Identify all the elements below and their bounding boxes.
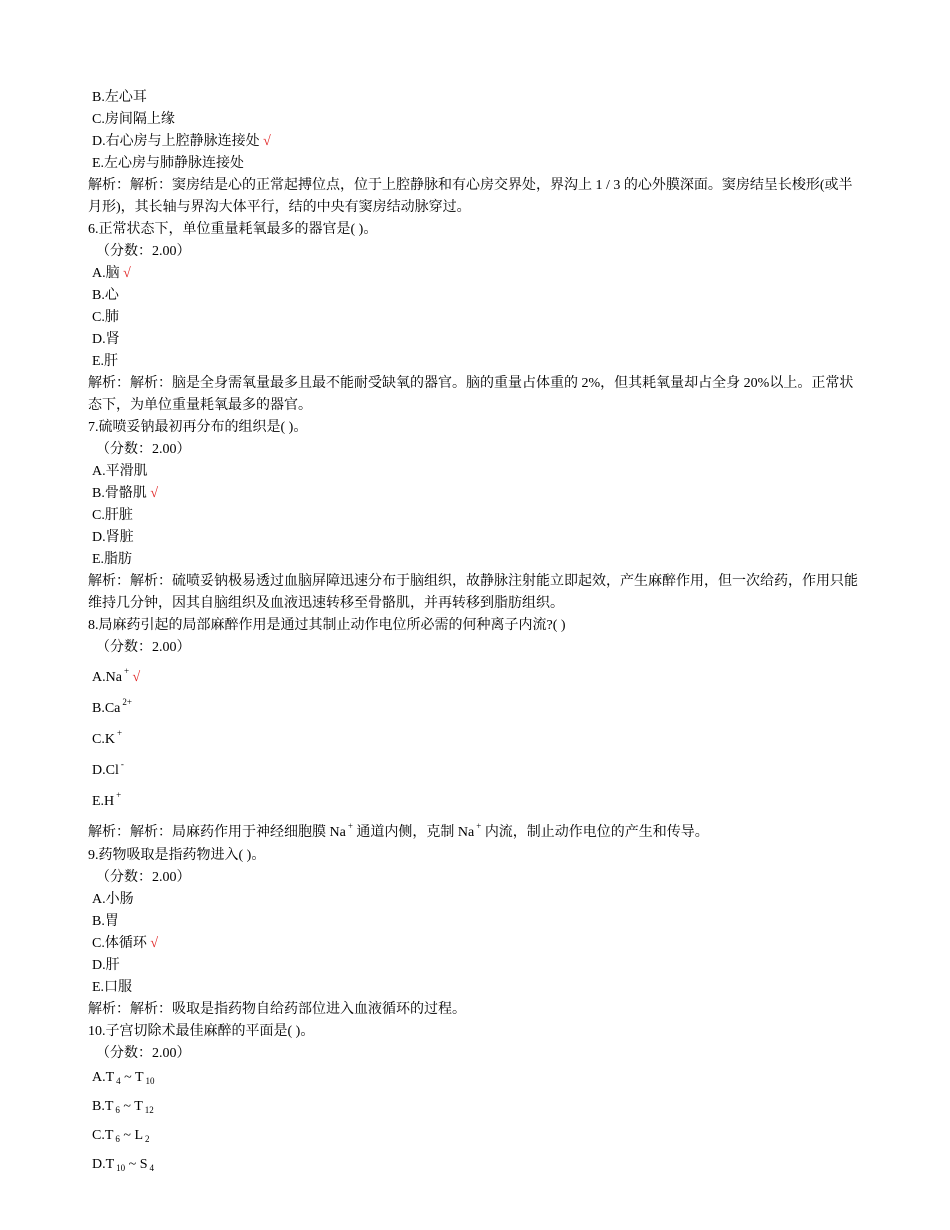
option-q9-e: E.口服 xyxy=(92,980,133,995)
option-q5-c: C.房间隔上缘 xyxy=(92,112,175,127)
option-q7-e: E.脂肪 xyxy=(92,552,133,567)
question-9: 9.药物吸取是指药物进入( )。 xyxy=(88,848,266,863)
document-body xyxy=(88,87,863,1181)
option-q5-b: B.左心耳 xyxy=(92,90,147,105)
score-q9: （分数：2.00） xyxy=(96,870,191,885)
question-8: 8.局麻药引起的局部麻醉作用是通过其制止动作电位所必需的何种离子内流?( ) xyxy=(88,618,566,633)
option-q8-e: E.H + xyxy=(92,790,122,809)
correct-mark: √ xyxy=(150,936,159,951)
option-q8-c: C.K + xyxy=(92,728,123,747)
option-q6-d: D.肾 xyxy=(92,332,120,347)
score-q6: （分数：2.00） xyxy=(96,244,191,259)
option-q8-d: D.Cl - xyxy=(92,759,124,778)
option-q8-b: B.Ca $^{2+}$ xyxy=(92,697,132,716)
analysis-q6: 解析：解析：脑是全身需氧量最多且最不能耐受缺氧的器官。脑的重量占体重的 2%，但其耗氧量却占全身 20%以上。正常状态下，为单位重量耗氧最多的器官。 xyxy=(88,376,854,413)
option-q9-d: D.肝 xyxy=(92,958,120,973)
option-q10-b: B.T $_6$ ~ T $_{12}$ xyxy=(92,1099,154,1115)
option-q6-a: A.脑 √ xyxy=(92,266,131,281)
option-q8-a: A.Na + √ xyxy=(92,666,141,685)
correct-mark: √ xyxy=(132,670,141,685)
option-q9-c: C.体循环 √ xyxy=(92,936,159,951)
correct-mark: √ xyxy=(123,266,131,281)
option-q9-a: A.小肠 xyxy=(92,892,134,907)
option-q7-b: B.骨骼肌 √ xyxy=(92,486,159,501)
correct-mark: √ xyxy=(263,134,271,149)
question-10: 10.子宫切除术最佳麻醉的平面是( )。 xyxy=(88,1024,315,1039)
question-6: 6.正常状态下，单位重量耗氧最多的器官是( )。 xyxy=(88,222,378,237)
option-q5-e: E.左心房与肺静脉连接处 xyxy=(92,156,245,171)
score-q7: （分数：2.00） xyxy=(96,442,191,457)
option-q6-c: C.肺 xyxy=(92,310,119,325)
option-q7-a: A.平滑肌 xyxy=(92,464,148,479)
score-q8: （分数：2.00） xyxy=(96,640,191,655)
option-q7-c: C.肝脏 xyxy=(92,508,133,523)
option-q10-a: A.T $_4$ ~ T $_{10}$ xyxy=(92,1070,155,1086)
option-q7-d: D.肾脏 xyxy=(92,530,134,545)
option-q5-d: D.右心房与上腔静脉连接处 √ xyxy=(92,134,271,149)
option-q10-d: D.T $_{10}$ ~ S $_4$ xyxy=(92,1157,155,1173)
option-q6-e: E.肝 xyxy=(92,354,119,369)
analysis-q8: 解析：解析：局麻药作用于神经细胞膜 Na + 通道内侧，克制 Na + 内流，制止动作电位的产生和传导。 xyxy=(88,821,709,840)
analysis-q7: 解析：解析：硫喷妥钠极易透过血脑屏障迅速分布于脑组织，故静脉注射能立即起效，产生麻醉作用，但一次给药，作用只能维持几分钟，因其自脑组织及血液迅速转移至骨骼肌，并再转移到脂肪组织。 xyxy=(88,574,858,611)
question-7: 7.硫喷妥钠最初再分布的组织是( )。 xyxy=(88,420,308,435)
option-q9-b: B.胃 xyxy=(92,914,119,929)
score-q10: （分数：2.00） xyxy=(96,1046,191,1061)
option-q6-b: B.心 xyxy=(92,288,119,303)
correct-mark: √ xyxy=(150,486,159,501)
option-q10-c: C.T $_6$ ~ L $_2$ xyxy=(92,1128,150,1144)
analysis-q9: 解析：解析：吸取是指药物自给药部位进入血液循环的过程。 xyxy=(88,1002,466,1017)
analysis-q5: 解析：解析：窦房结是心的正常起搏位点，位于上腔静脉和有心房交界处，界沟上 1 / 3 的心外膜深面。窦房结呈长梭形(或半月形)，其长轴与界沟大体平行，结的中央有窦房结动脉穿过。 xyxy=(88,178,853,215)
